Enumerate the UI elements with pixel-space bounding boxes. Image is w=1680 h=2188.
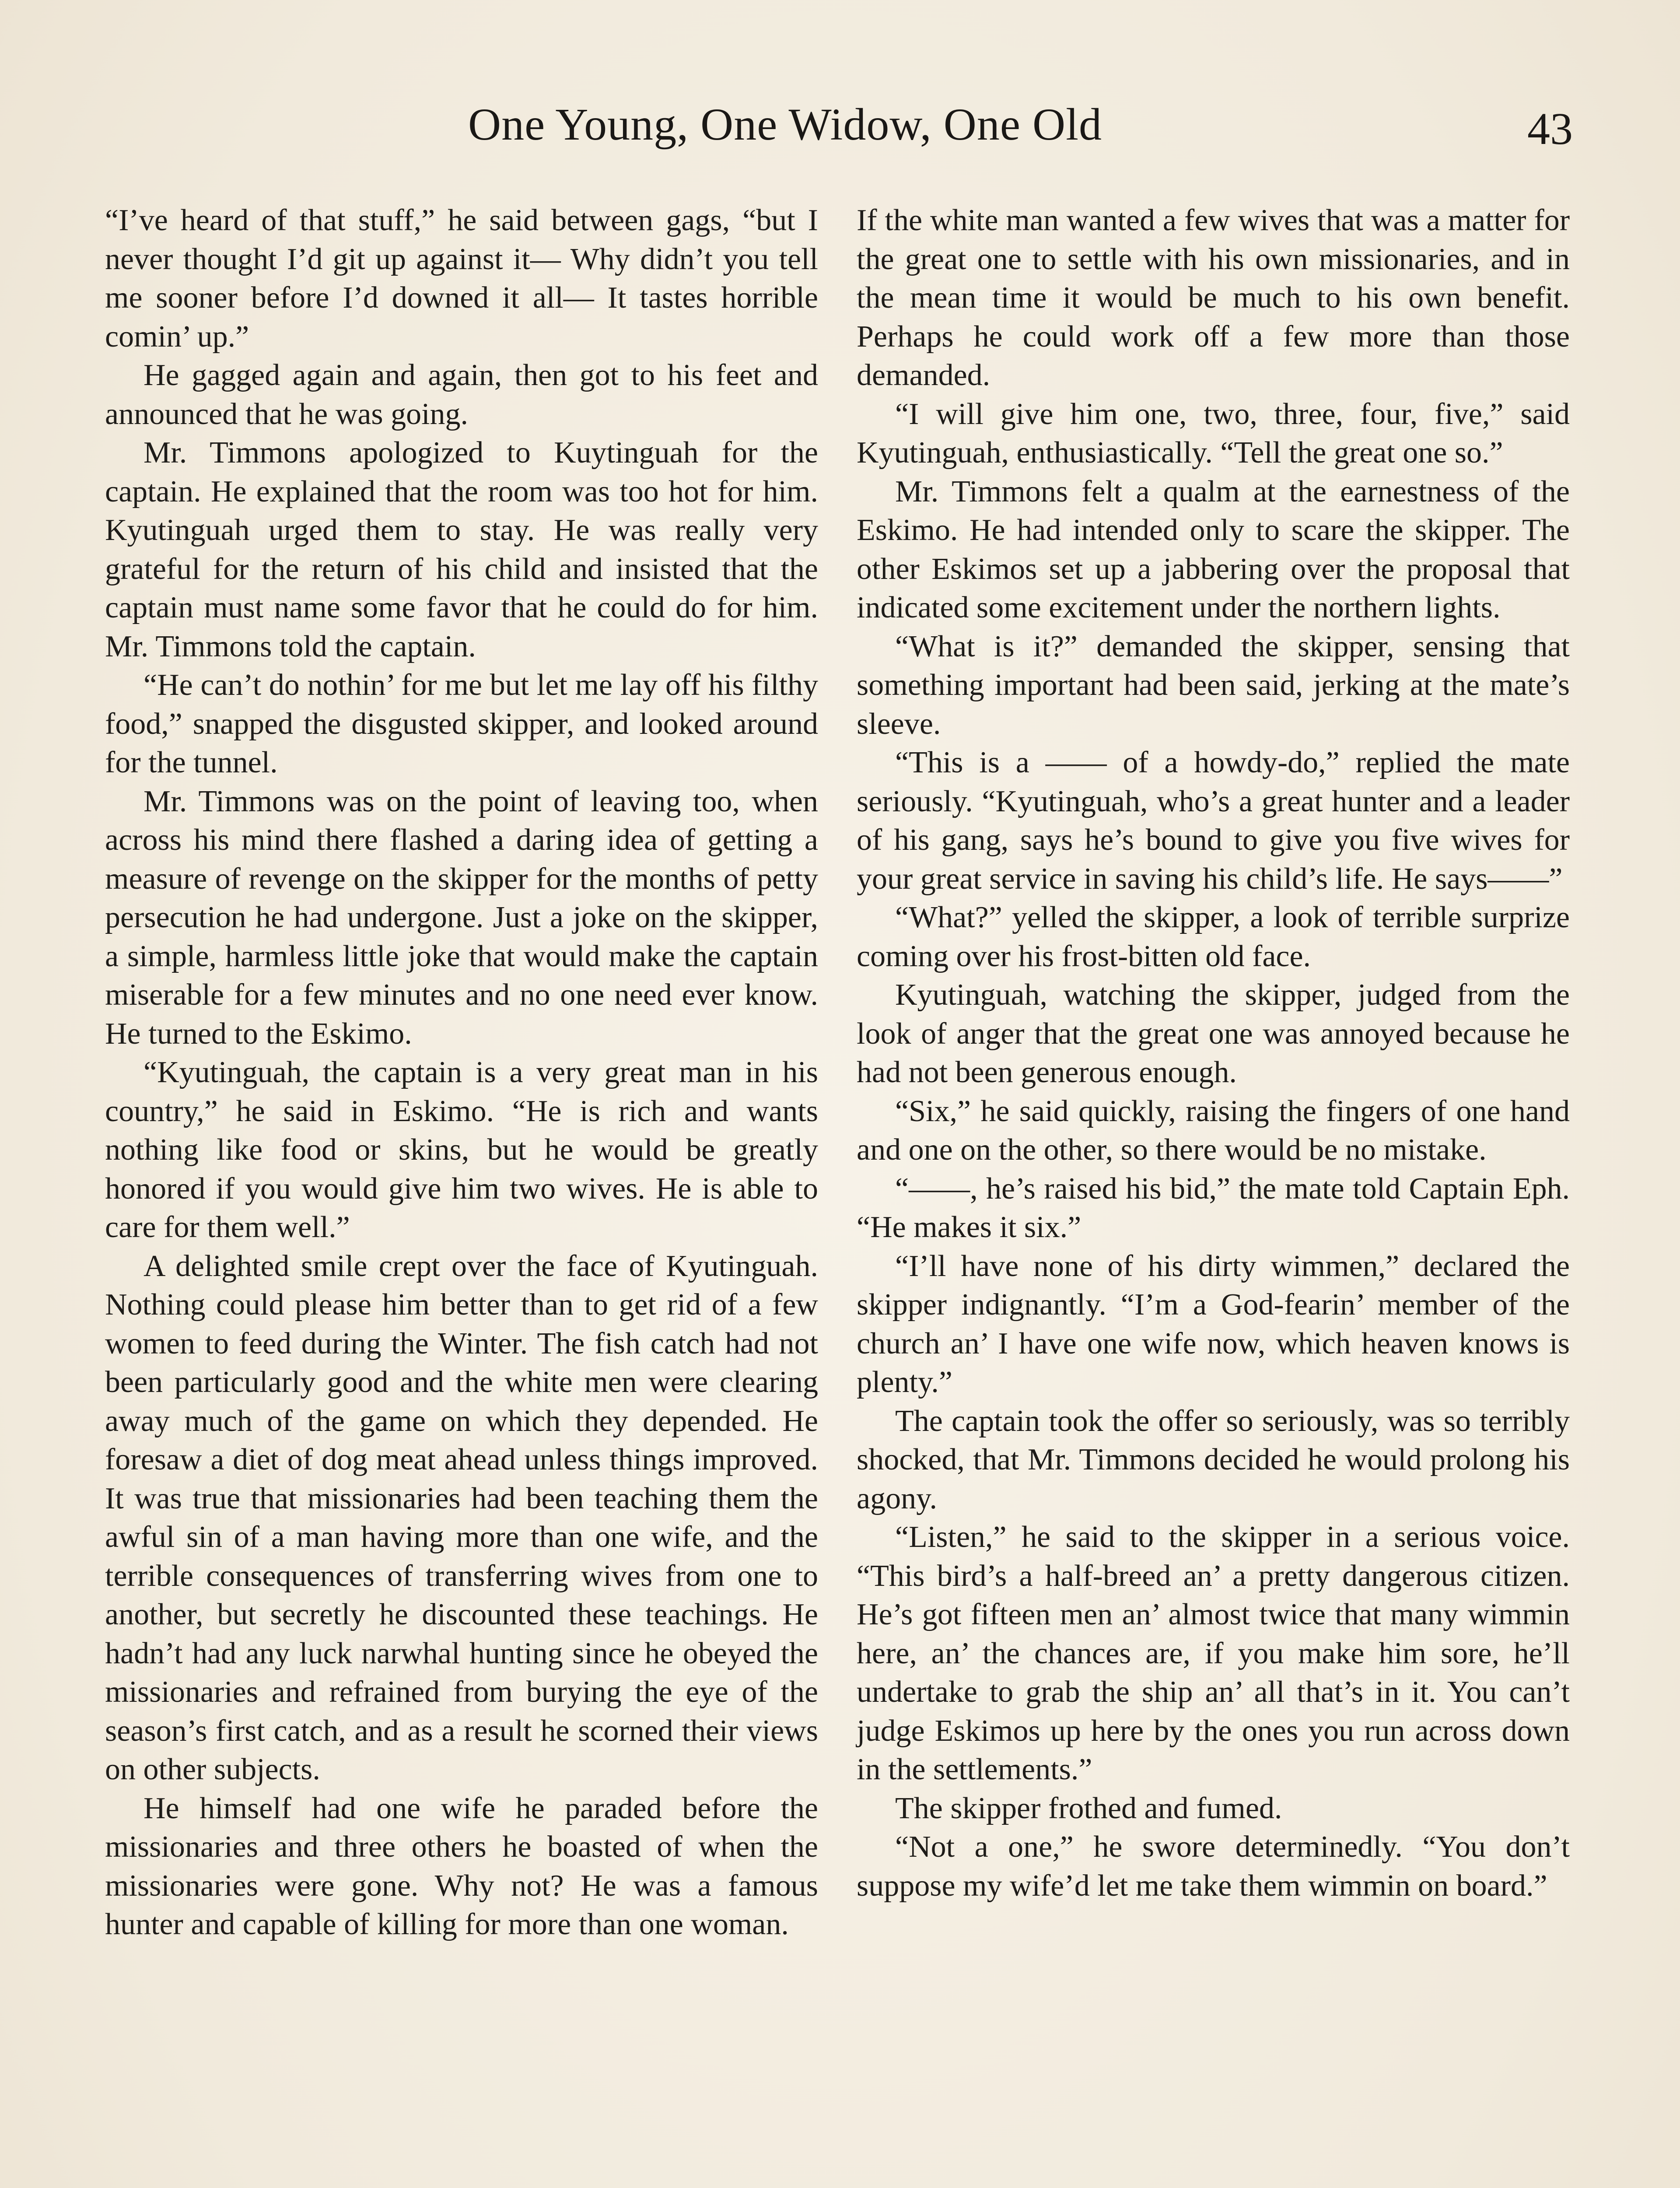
paragraph: “I will give him one, two, three, four, five,” said Kyutinguah, enthusiastically. “Tell the great one so.” [857, 397, 1570, 470]
paragraph: Mr. Timmons felt a qualm at the earnestness of the Eskimo. He had intended only to scare the skipper. The other Eskimos set up a jabbering over the proposal that indicated some excitement under the northern lights. [857, 474, 1570, 624]
paragraph: “He can’t do nothin’ for me but let me lay off his filthy food,” snapped the disgusted skipper, and looked around for the tunnel. [105, 668, 818, 779]
paragraph: “What?” yelled the skipper, a look of terrible surprize coming over his frost-bitten old face. [857, 901, 1570, 973]
page-number: 43 [1527, 104, 1573, 154]
paragraph: A delighted smile crept over the face of Kyutinguah. Nothing could please him better than to get rid of a few women to feed during the Winter. The fish catch had not been particularly good and the white men were clearing away much of the game on which they depended. He foresaw a diet of dog meat ahead unless things improved. It was true that missionaries had been teaching them the awful sin of a man having more than one wife, and the terrible consequences of transferring wives from one to another, but secretly he discounted these teachings. He hadn’t had any luck narwhal hunting since he obeyed the missionaries and refrained from burying the eye of the season’s first catch, and as a result he scorned their views on other subjects. [105, 1249, 818, 1786]
left-column [105, 201, 818, 2188]
paragraph: “I’ll have none of his dirty wimmen,” declared the skipper indignantly. “I’m a God-fearin’ member of the church an’ I have one wife now, which heaven knows is plenty.” [857, 1249, 1570, 1399]
paragraph: Mr. Timmons was on the point of leaving too, when across his mind there flashed a daring idea of getting a measure of revenge on the skipper for the months of petty persecution he had undergone. Just a joke on the skipper, a simple, harmless little joke that would make the captain miserable for a few minutes and no one need ever know. He turned to the Eskimo. [105, 784, 818, 1051]
paragraph: The captain took the offer so seriously, was so terribly shocked, that Mr. Timmons decided he would prolong his agony. [857, 1404, 1570, 1515]
paragraph: He gagged again and again, then got to his feet and announced that he was going. [105, 358, 818, 431]
text-columns [105, 201, 1570, 2188]
right-column [857, 201, 1570, 2188]
running-title: One Young, One Widow, One Old [468, 99, 1102, 150]
paragraph: Kyutinguah, watching the skipper, judged from the look of anger that the great one was annoyed because he had not been generous enough. [857, 978, 1570, 1089]
paragraph: “I’ve heard of that stuff,” he said between gags, “but I never thought I’d git up against it— Why didn’t you tell me sooner before I’d downed it all— It tastes horrible comin’ up.” [105, 203, 818, 354]
paragraph: “——, he’s raised his bid,” the mate told Captain Eph. “He makes it six.” [857, 1171, 1570, 1244]
paragraph: “Not a one,” he swore determinedly. “You don’t suppose my wife’d let me take them wimmin on board.” [857, 1830, 1570, 1903]
paragraph: “This is a —— of a howdy-do,” replied the mate seriously. “Kyutinguah, who’s a great hunter and a leader of his gang, says he’s bound to give you five wives for your great service in saving his child’s life. He says——” [857, 746, 1570, 896]
page-header [0, 98, 1680, 160]
paragraph: “What is it?” demanded the skipper, sensing that something important had been said, jerking at the mate’s sleeve. [857, 629, 1570, 741]
paragraph: Mr. Timmons apologized to Kuytinguah for the captain. He explained that the room was too hot for him. Kyutinguah urged them to stay. He was really very grateful for the return of his child and insisted that the captain must name some favor that he could do for him. Mr. Timmons told the captain. [105, 436, 818, 663]
paragraph: If the white man wanted a few wives that was a matter for the great one to settle with his own missionaries, and in the mean time it would be much to his own benefit. Perhaps he could work off a few more than those demanded. [857, 203, 1570, 392]
paragraph: The skipper frothed and fumed. [895, 1791, 1282, 1825]
paragraph: He himself had one wife he paraded before the missionaries and three others he boasted of when the missionaries were gone. Why not? He was a famous hunter and capable of killing for more than one woman. [105, 1791, 818, 1941]
paragraph: “Six,” he said quickly, raising the fingers of one hand and one on the other, so there would be no mistake. [857, 1094, 1570, 1167]
paragraph: “Listen,” he said to the skipper in a serious voice. “This bird’s a half-breed an’ a pretty dangerous citizen. He’s got fifteen men an’ almost twice that many wimmin here, an’ the chances are, if you make him sore, he’ll undertake to grab the ship an’ all that’s in it. You can’t judge Eskimos up here by the ones you run across down in the settlements.” [857, 1520, 1570, 1786]
paragraph: “Kyutinguah, the captain is a very great man in his country,” he said in Eskimo. “He is rich and wants nothing like food or skins, but he would be greatly honored if you would give him two wives. He is able to care for them well.” [105, 1055, 818, 1244]
